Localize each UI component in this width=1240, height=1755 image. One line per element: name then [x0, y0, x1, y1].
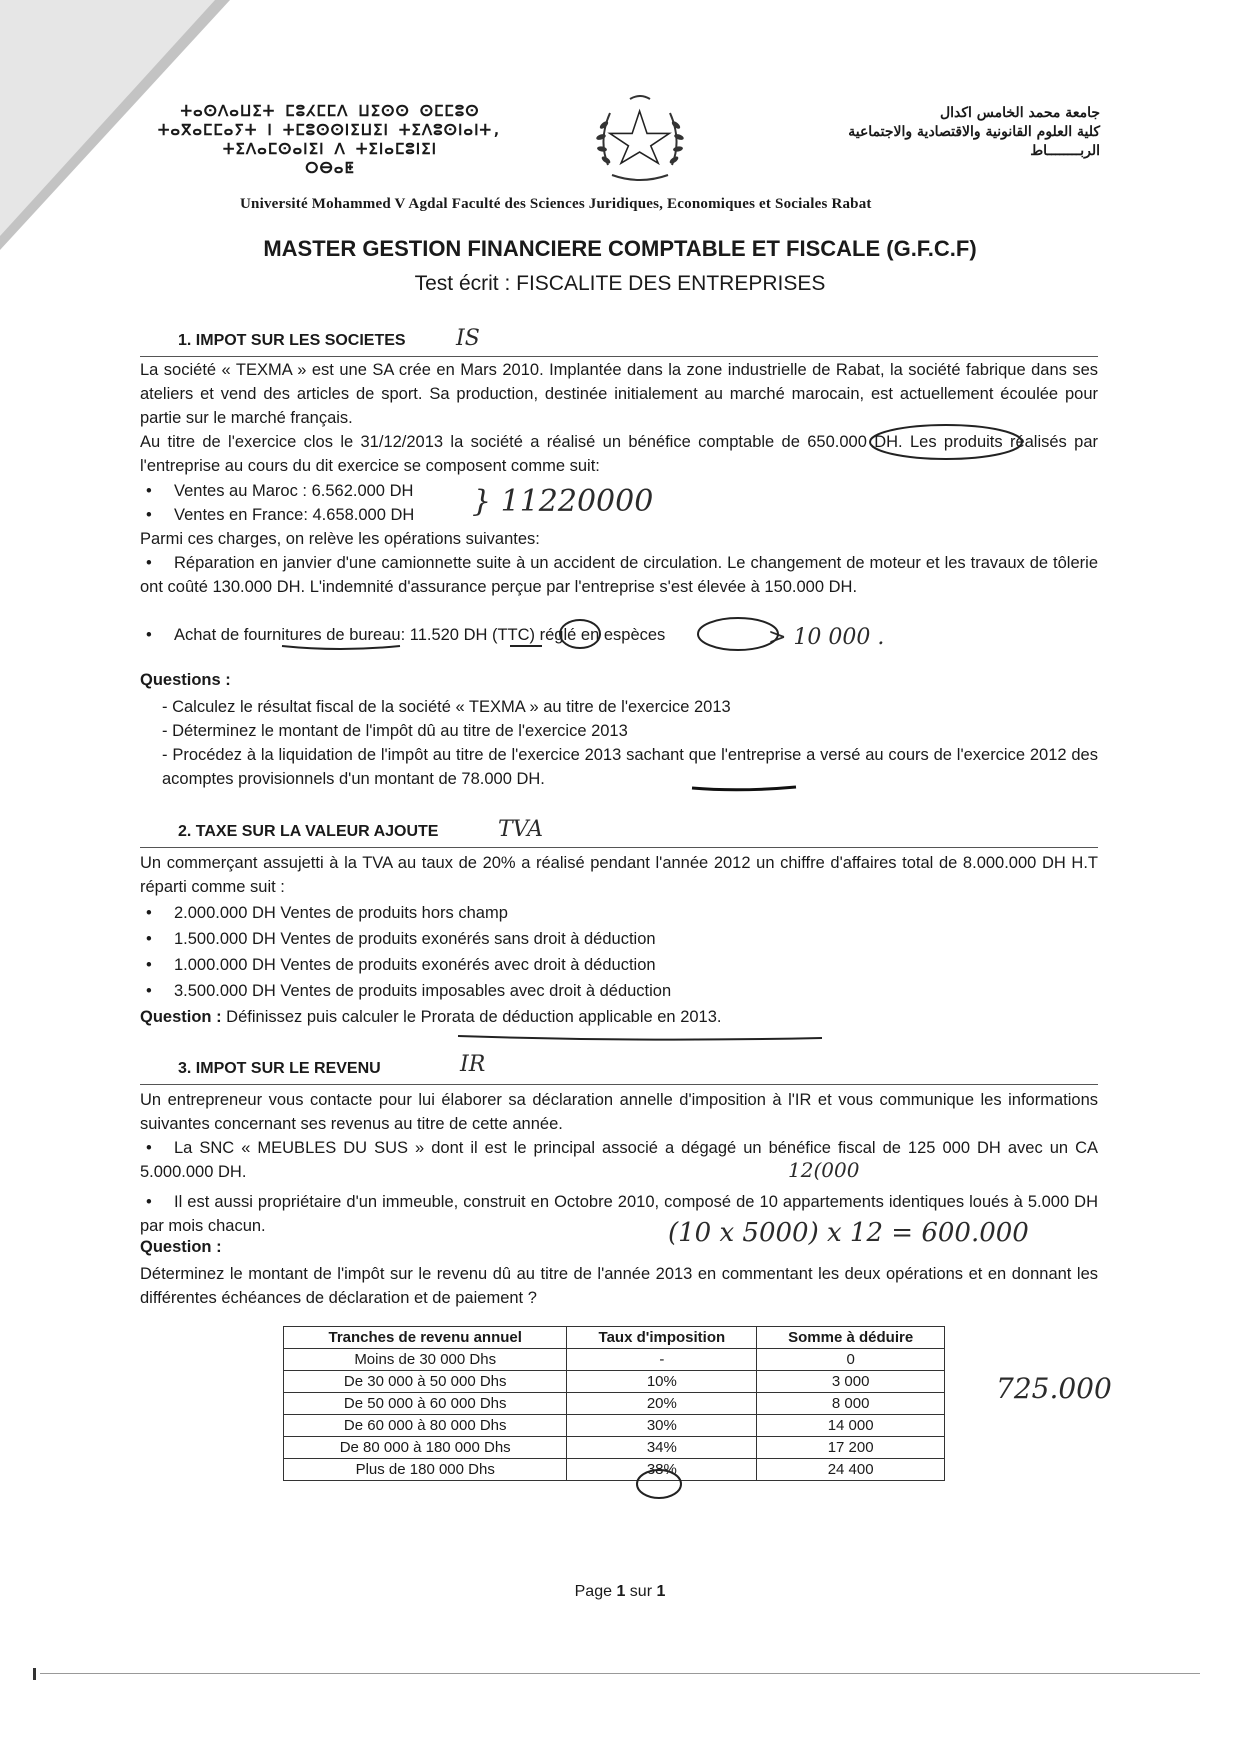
section-1-heading: 1. IMPOT SUR LES SOCIETES — [178, 332, 406, 349]
table-header: Tranches de revenu annuel — [284, 1327, 567, 1349]
section-2-rule — [140, 847, 1098, 848]
section-2-question: Question : Définissez puis calculer le Prorata de déduction applicable en 2013. — [140, 1008, 722, 1026]
table-row: De 80 000 à 180 000 Dhs 34% 17 200 — [284, 1437, 945, 1459]
section-3-intro: Un entrepreneur vous contacte pour lui élaborer sa déclaration annelle d'imposition à l'IR et vous communique les informations suivantes concernant ses revenus au titre de cette année. — [140, 1091, 1098, 1133]
section-2-intro: Un commerçant assujetti à la TVA au taux de 20% a réalisé pendant l'année 2012 un chiffre d'affaires total de 8.000.000 DH H.T réparti comme suit : — [140, 854, 1098, 896]
table-row: De 30 000 à 50 000 Dhs 10% 3 000 — [284, 1371, 945, 1393]
bottom-mark — [33, 1668, 36, 1680]
circle-mark — [866, 422, 1026, 462]
handwritten-tva: TVA — [498, 817, 543, 842]
table-row: Moins de 30 000 Dhs - 0 — [284, 1349, 945, 1371]
table-row: Plus de 180 000 Dhs 38% 24 400 — [284, 1459, 945, 1481]
section-1-result: Au titre de l'exercice clos le 31/12/2013 la société a réalisé un bénéfice comptable de 650.000 DH. Les produits réalisés par l'entreprise au cours du dit exercice se composent comme suit: — [140, 433, 1098, 475]
handwritten-total: 725.000 — [996, 1372, 1112, 1405]
underline-mark — [690, 782, 800, 794]
list-item: • 2.000.000 DH Ventes de produits hors champ — [146, 904, 508, 922]
list-item: • Achat de fournitures de bureau: 11.520 DH (TTC) réglé en espèces — [146, 626, 666, 644]
section-3-question: Déterminez le montant de l'impôt sur le revenu dû au titre de l'année 2013 en commentant les deux opérations et en donnant les différentes échéances de déclaration et de paiement ? — [140, 1265, 1098, 1307]
university-line: Université Mohammed V Agdal Faculté des Sciences Juridiques, Economiques et Sociales Rabat — [240, 196, 872, 212]
emblem-icon — [590, 95, 690, 187]
underline-mark — [456, 1030, 826, 1044]
table-row: De 60 000 à 80 000 Dhs 30% 14 000 — [284, 1415, 945, 1437]
section-3-question-label: Question : — [140, 1238, 222, 1256]
section-3-heading: 3. IMPOT SUR LE REVENU — [178, 1060, 381, 1077]
list-item: • 1.000.000 DH Ventes de produits exonérés avec droit à déduction — [146, 956, 656, 974]
list-item: • La SNC « MEUBLES DU SUS » dont il est le principal associé a dégagé un bénéfice fiscal de 125 000 DH avec un CA 5.000.000 DH. — [140, 1139, 1098, 1181]
section-1-intro: La société « TEXMA » est une SA crée en Mars 2010. Implantée dans la zone industrielle de Rabat, la société fabrique dans ses ateliers et vend des articles de sport. Sa production, destinée initialement au marché marocain, est actuellement écoulée pour partie sur le marché français. — [140, 361, 1098, 427]
bottom-rule — [40, 1673, 1200, 1674]
header-arabic: جامعة محمد الخامس اكدال كلية العلوم القانونية والاقتصادية والاجتماعية الربــــــــاط — [848, 105, 1100, 159]
list-item: • 3.500.000 DH Ventes de produits imposables avec droit à déduction — [146, 982, 672, 1000]
handwritten-ir: IR — [460, 1052, 486, 1077]
table-header: Somme à déduire — [757, 1327, 945, 1349]
question-line: - Calculez le résultat fiscal de la société « TEXMA » au titre de l'exercice 2013 — [162, 698, 731, 716]
header-tifinagh: ⵜⴰⵙⴷⴰⵡⵉⵜ ⵎⵓⵃⵎⵎⴷ ⵡⵉⵙⵙ ⵙⵎⵎⵓⵙ ⵜⴰⴳⴰⵎⵎⴰⵢⵜ ⵏ ⵜⵎⵓⵙⵙⵏⵉⵡⵉⵏ ⵜⵉⴷⵓⵙⵏⴰⵏⵜ, ⵜⵉⴷⴰⵎⵙⴰⵏⵉⵏ ⴷ ⵜⵉⵏⴰⵎⵓⵏⵉⵏ ⵔⴱⴰⵟ — [157, 102, 503, 177]
circle-mark — [634, 1466, 684, 1502]
table-header: Taux d'imposition — [567, 1327, 757, 1349]
list-item: • Ventes au Maroc : 6.562.000 DH — [146, 482, 414, 500]
section-1-charges-intro: Parmi ces charges, on relève les opérations suivantes: — [140, 530, 540, 548]
handwritten-snc: 12(000 — [788, 1158, 860, 1182]
handwritten-supplies: > 10 000 . — [768, 625, 885, 650]
question-line: - Procédez à la liquidation de l'impôt au titre de l'exercice 2013 sachant que l'entreprise a versé au cours de l'exercice 2012 des acomptes provisionnels d'un montant de 78.000 DH. — [162, 746, 1098, 788]
table-header-row — [284, 1327, 945, 1349]
section-2-heading: 2. TAXE SUR LA VALEUR AJOUTE — [178, 823, 439, 840]
page-footer: Page 1 sur 1 — [574, 1583, 666, 1600]
handwritten-sales-total: } 11220000 — [472, 484, 654, 519]
question-line: - Déterminez le montant de l'impôt dû au titre de l'exercice 2013 — [162, 722, 628, 740]
tax-brackets-table — [283, 1326, 945, 1481]
handwritten-is: IS — [456, 326, 480, 351]
section-3-rule — [140, 1084, 1098, 1085]
list-item: • Réparation en janvier d'une camionnette suite à un accident de circulation. Le changement de moteur et les travaux de tôlerie ont coûté 130.000 DH. L'indemnité d'assurance perçue par l'entreprise s'est élevée à 150.000 DH. — [140, 554, 1098, 596]
underline-marks — [280, 612, 780, 656]
list-item: • 1.500.000 DH Ventes de produits exonérés sans droit à déduction — [146, 930, 656, 948]
section-1-rule — [140, 356, 1098, 357]
list-item: • Ventes en France: 4.658.000 DH — [146, 506, 415, 524]
handwritten-rent: (10 x 5000) x 12 = 600.000 — [668, 1218, 1029, 1248]
section-1-questions-label: Questions : — [140, 671, 231, 689]
list-item: • Il est aussi propriétaire d'un immeuble, construit en Octobre 2010, composé de 10 appartements identiques loués à 5.000 DH par mois chacun. — [140, 1193, 1098, 1235]
table-row: De 50 000 à 60 000 Dhs 20% 8 000 — [284, 1393, 945, 1415]
page-title: MASTER GESTION FINANCIERE COMPTABLE ET FISCALE (G.F.C.F) — [263, 236, 977, 261]
page-subtitle: Test écrit : FISCALITE DES ENTREPRISES — [414, 272, 826, 295]
